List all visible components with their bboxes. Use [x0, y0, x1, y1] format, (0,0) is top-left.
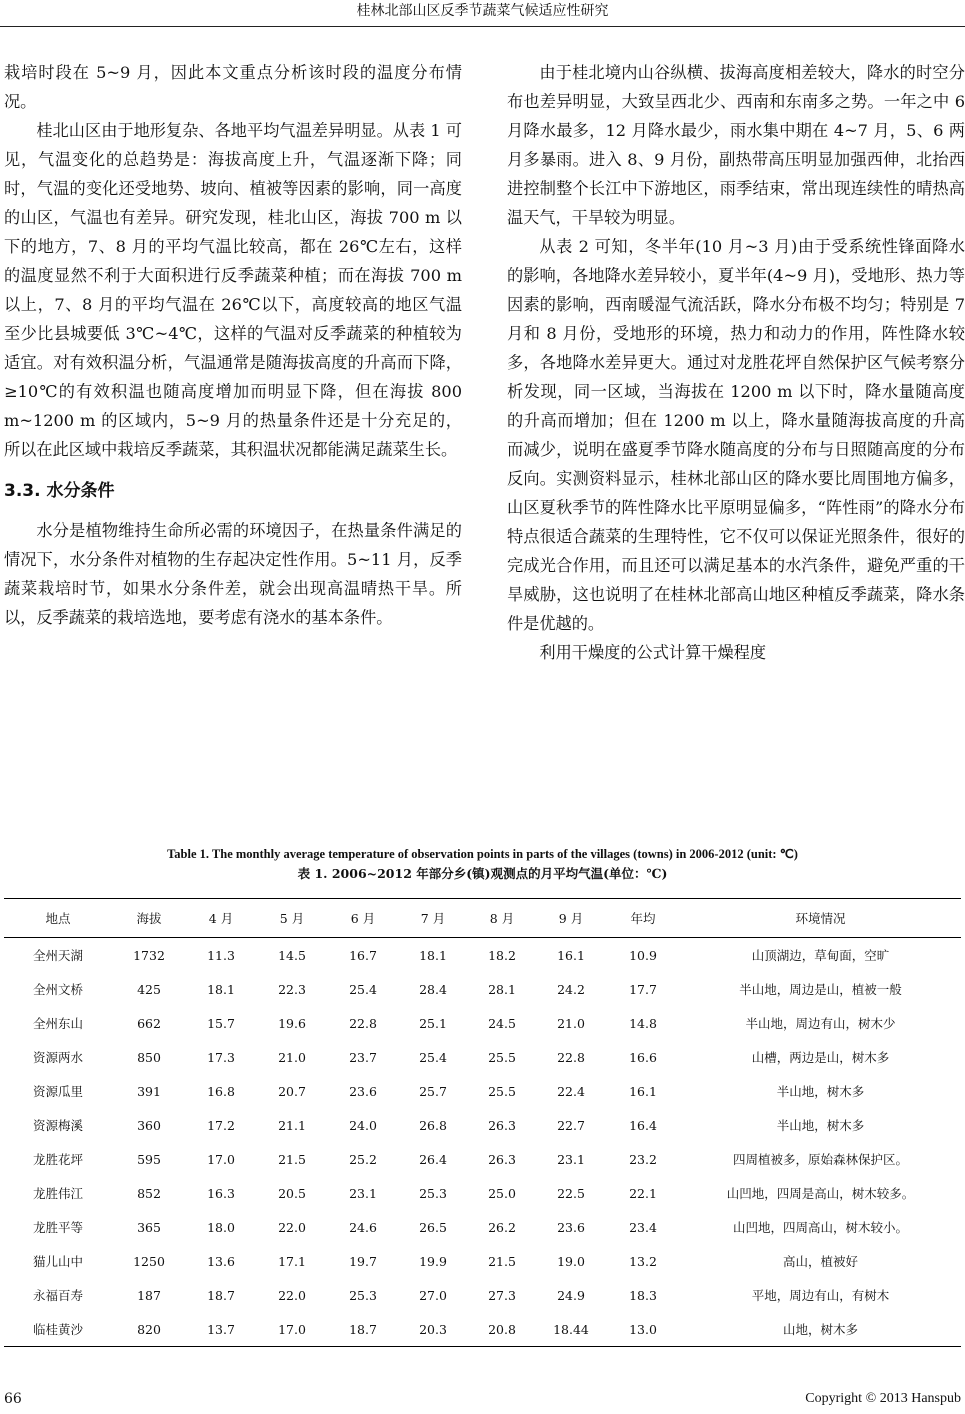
table-cell: 16.6: [629, 1049, 657, 1065]
table-cell: 26.5: [419, 1219, 447, 1235]
table-row: [4, 1006, 961, 1040]
table-cell: 25.4: [419, 1049, 447, 1065]
table-cell: 26.3: [488, 1151, 516, 1167]
table-row: [4, 1312, 961, 1347]
page-footer: [0, 1384, 965, 1414]
table-cell: 25.0: [488, 1185, 516, 1201]
paragraph: 桂北山区由于地形复杂、各地平均气温差异明显。从表 1 可见，气温变化的总趋势是：海拔高度上升，气温逐渐下降；同时，气温的变化还受地势、坡向、植被等因素的影响，同一高度的山区，气温也有差异。研究发现，桂北山区，海拔 700 m 以下的地方，7、8 月的平均气温比较高，都在 26℃左右，这样的温度显然不利于大面积进行反季蔬菜种植；而在海拔 700 m 以上，7、8 月的平均气温在 26℃以下，高度较高的地区气温至少比县城要低 3℃~4℃，这样的气温对反季蔬菜的种植较为适宜。对有效积温分析，气温通常是随海拔高度的升高而下降，≥10℃的有效积温也随高度增加而明显下降，但在海拔 800 m~1200 m 的区域内，5~9 月的热量条件还是十分充足的，所以在此区域中栽培反季蔬菜，其积温状况都能满足蔬菜生长。: [4, 121, 462, 459]
table-cell: 16.4: [629, 1117, 657, 1133]
table-cell: 全州文桥: [32, 982, 83, 997]
table-cell: 半山地，树木多: [776, 1118, 865, 1133]
table-row: [4, 1108, 961, 1142]
table-cell: 24.9: [557, 1287, 585, 1303]
table-cell: 17.0: [278, 1321, 306, 1337]
table-cell: 22.8: [349, 1015, 377, 1031]
table-cell: 半山地，周边有山，树木少: [745, 1016, 896, 1031]
column-header: 9 月: [558, 911, 584, 926]
table-cell: 半山地，周边是山，植被一般: [739, 982, 902, 997]
table-cell: 391: [137, 1083, 161, 1099]
table-cell: 20.5: [278, 1185, 306, 1201]
table-cell: 18.7: [349, 1321, 377, 1337]
table-cell: 20.3: [419, 1321, 447, 1337]
table-cell: 14.5: [278, 947, 306, 963]
table-cell: 山槽，两边是山，树木多: [751, 1050, 890, 1065]
table-cell: 28.4: [419, 981, 447, 997]
table-cell: 21.1: [278, 1117, 306, 1133]
table-cell: 永福百寿: [32, 1288, 83, 1303]
table-cell: 22.3: [278, 981, 306, 997]
table-cell: 16.8: [207, 1083, 235, 1099]
table-cell: 22.8: [557, 1049, 585, 1065]
column-header: 环境情况: [795, 911, 846, 926]
table-cell: 25.2: [349, 1151, 377, 1167]
table-caption-english: Table 1. The monthly average temperature of observation points in parts of the villages (towns) in 2006-2012 (unit: ℃): [167, 847, 798, 861]
table-cell: 资源两水: [32, 1050, 83, 1065]
table-cell: 23.2: [629, 1151, 657, 1167]
column-header: 8 月: [489, 911, 515, 926]
paragraph: 由于桂北境内山谷纵横、拔海高度相差较大，降水的时空分布也差异明显，大致呈西北少、西南和东南多之势。一年之中 6 月降水最多，12 月降水最少，雨水集中期在 4~7 月，5、6 两月多暴雨。进入 8、9 月份，副热带高压明显加强西伸，北抬西进控制整个长江中下游地区，雨季结束，常出现连续性的晴热高温天气，干旱较为明显。: [507, 63, 965, 227]
table-cell: 26.3: [488, 1117, 516, 1133]
table-cell: 16.3: [207, 1185, 235, 1201]
table-cell: 21.5: [278, 1151, 306, 1167]
table-cell: 595: [137, 1151, 161, 1167]
table-cell: 22.7: [557, 1117, 585, 1133]
table-cell: 龙胜花坪: [32, 1152, 83, 1167]
column-header: 5 月: [279, 911, 305, 926]
table-cell: 22.4: [557, 1083, 585, 1099]
table-cell: 360: [137, 1117, 161, 1133]
table-row: [4, 1210, 961, 1244]
column-header: 地点: [45, 911, 71, 926]
table-cell: 25.1: [419, 1015, 447, 1031]
table-cell: 25.3: [349, 1287, 377, 1303]
table-cell: 25.4: [349, 981, 377, 997]
table-cell: 27.0: [419, 1287, 447, 1303]
table-cell: 365: [137, 1219, 161, 1235]
table-cell: 平地，周边有山，有树木: [751, 1288, 890, 1303]
table-cell: 资源瓜里: [32, 1084, 83, 1099]
table-cell: 425: [137, 981, 161, 997]
table-cell: 10.9: [629, 947, 657, 963]
table-cell: 22.5: [557, 1185, 585, 1201]
paragraph: 栽培时段在 5~9 月，因此本文重点分析该时段的温度分布情况。: [4, 63, 462, 111]
table-cell: 17.7: [629, 981, 657, 997]
page-number: 66: [4, 1391, 22, 1407]
table-cell: 21.0: [557, 1015, 585, 1031]
table-cell: 18.7: [207, 1287, 235, 1303]
running-header: [0, 0, 965, 27]
table-cell: 850: [137, 1049, 161, 1065]
table-cell: 26.8: [419, 1117, 447, 1133]
table-cell: 19.9: [419, 1253, 447, 1269]
paragraph: 水分是植物维持生命所必需的环境因子，在热量条件满足的情况下，水分条件对植物的生存起决定性作用。5~11 月，反季蔬菜栽培时节，如果水分条件差，就会出现高温晴热干旱。所以，反季蔬菜的栽培选地，要考虑有浇水的基本条件。: [4, 521, 462, 627]
table-cell: 半山地，树木多: [776, 1084, 865, 1099]
table-body: [4, 938, 961, 1347]
paragraph: 从表 2 可知，冬半年(10 月~3 月)由于受系统性锋面降水的影响，各地降水差异较小，夏半年(4~9 月)，受地形、热力等因素的影响，西南暖湿气流活跃，降水分布极不均匀；特别是 7 月和 8 月份，受地形的环境，热力和动力的作用，阵性降水较多，各地降水差异更大。通过对龙胜花坪自然保护区气候考察分析发现，同一区域，当海拔在 1200 m 以下时，降水量随高度的升高而增加；但在 1200 m 以上，降水量随海拔高度的升高而减少，说明在盛夏季节降水随高度的分布与日照随高度的分布反向。实测资料显示，桂林北部山区的降水要比周围地方偏多，山区夏秋季节的阵性降水比平原明显偏多，“阵性雨”的降水分布特点很适合蔬菜的生理特性，它不仅可以保证光照条件，很好的完成光合作用，而且还可以满足基本的水汽条件，避免严重的干旱威胁，这也说明了在桂林北部高山地区种植反季蔬菜，降水条件是优越的。: [507, 237, 965, 633]
table-cell: 18.1: [419, 947, 447, 963]
table-cell: 1732: [133, 947, 165, 963]
table-cell: 山顶湖边，草甸面，空旷: [751, 948, 890, 963]
table-cell: 13.2: [629, 1253, 657, 1269]
table-cell: 27.3: [488, 1287, 516, 1303]
table-cell: 山凹地，四周高山，树木较小。: [732, 1220, 908, 1235]
table-cell: 22.0: [278, 1287, 306, 1303]
column-header: 4 月: [208, 911, 234, 926]
table-cell: 820: [137, 1321, 161, 1337]
table-cell: 18.1: [207, 981, 235, 997]
table-cell: 13.6: [207, 1253, 235, 1269]
table-row: [4, 1176, 961, 1210]
table-cell: 25.7: [419, 1083, 447, 1099]
table-cell: 23.1: [557, 1151, 585, 1167]
table-cell: 25.3: [419, 1185, 447, 1201]
table-cell: 1250: [133, 1253, 165, 1269]
table-cell: 全州天湖: [32, 948, 83, 963]
table-cell: 11.3: [207, 947, 235, 963]
paragraph: 利用干燥度的公式计算干燥程度: [539, 643, 767, 662]
table-cell: 24.2: [557, 981, 585, 997]
table-cell: 21.5: [488, 1253, 516, 1269]
table-cell: 17.0: [207, 1151, 235, 1167]
table-cell: 全州东山: [32, 1016, 83, 1031]
temperature-table: [4, 898, 961, 1347]
table-header-row: [4, 899, 961, 938]
table-cell: 18.44: [553, 1321, 589, 1337]
table-cell: 22.0: [278, 1219, 306, 1235]
table-cell: 20.7: [278, 1083, 306, 1099]
table-cell: 山地，树木多: [782, 1322, 858, 1337]
table-cell: 662: [137, 1015, 161, 1031]
section-heading: 3.3. 水分条件: [4, 481, 115, 501]
table-cell: 16.1: [629, 1083, 657, 1099]
table-row: [4, 1040, 961, 1074]
column-header: 6 月: [350, 911, 376, 926]
table-cell: 四周植被多，原始森林保护区。: [732, 1152, 908, 1167]
table-cell: 19.6: [278, 1015, 306, 1031]
table-cell: 187: [137, 1287, 161, 1303]
table-cell: 23.4: [629, 1219, 657, 1235]
table-cell: 15.7: [207, 1015, 235, 1031]
table-row: [4, 1278, 961, 1312]
table-row: [4, 1142, 961, 1176]
table-cell: 资源梅溪: [32, 1118, 83, 1133]
table-cell: 23.7: [349, 1049, 377, 1065]
table-cell: 龙胜平等: [32, 1220, 83, 1235]
table-cell: 25.5: [488, 1049, 516, 1065]
table-row: [4, 1074, 961, 1108]
table-cell: 17.3: [207, 1049, 235, 1065]
table-cell: 山凹地，四周是高山，树木较多。: [726, 1186, 915, 1201]
column-header: 年均: [630, 911, 656, 926]
table-cell: 18.0: [207, 1219, 235, 1235]
table-cell: 18.3: [629, 1287, 657, 1303]
table-cell: 21.0: [278, 1049, 306, 1065]
running-header-title: 桂林北部山区反季节蔬菜气候适应性研究: [356, 3, 609, 19]
table-cell: 13.0: [629, 1321, 657, 1337]
table-cell: 猫儿山中: [32, 1254, 83, 1269]
table-cell: 26.2: [488, 1219, 516, 1235]
table-cell: 16.1: [557, 947, 585, 963]
column-header: 7 月: [420, 911, 446, 926]
table-row: [4, 938, 961, 973]
table-row: [4, 972, 961, 1006]
table-cell: 24.6: [349, 1219, 377, 1235]
left-column: [4, 58, 462, 632]
table-cell: 20.8: [488, 1321, 516, 1337]
copyright-notice: Copyright © 2013 Hanspub: [805, 1391, 961, 1406]
table-cell: 16.7: [349, 947, 377, 963]
table-cell: 22.1: [629, 1185, 657, 1201]
table-cell: 龙胜伟江: [32, 1186, 83, 1201]
right-column: [507, 58, 965, 667]
table-cell: 23.6: [349, 1083, 377, 1099]
table-cell: 19.0: [557, 1253, 585, 1269]
column-header: 海拔: [136, 911, 162, 926]
table-cell: 26.4: [419, 1151, 447, 1167]
table-row: [4, 1244, 961, 1278]
table-cell: 17.1: [278, 1253, 306, 1269]
table-cell: 23.1: [349, 1185, 377, 1201]
table-cell: 24.5: [488, 1015, 516, 1031]
table-cell: 18.2: [488, 947, 516, 963]
table-caption-chinese: 表 1. 2006~2012 年部分乡(镇)观测点的月平均气温(单位：℃): [297, 866, 668, 881]
table-cell: 24.0: [349, 1117, 377, 1133]
table-cell: 13.7: [207, 1321, 235, 1337]
table-cell: 852: [137, 1185, 161, 1201]
table-cell: 23.6: [557, 1219, 585, 1235]
table-cell: 17.2: [207, 1117, 235, 1133]
table-cell: 28.1: [488, 981, 516, 997]
table-cell: 临桂黄沙: [32, 1322, 83, 1337]
table-cell: 25.5: [488, 1083, 516, 1099]
table-cell: 14.8: [629, 1015, 657, 1031]
table-cell: 高山，植被好: [782, 1254, 858, 1269]
table-cell: 19.7: [349, 1253, 377, 1269]
